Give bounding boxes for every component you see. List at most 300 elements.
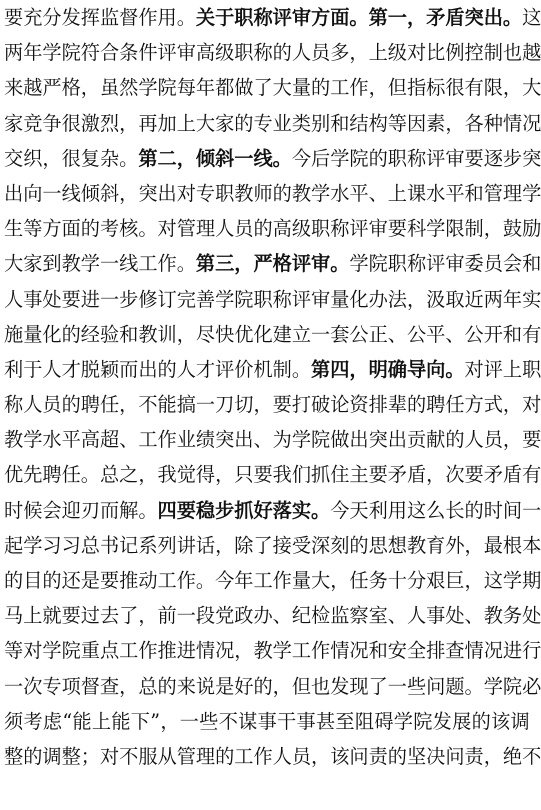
text-char: 任 [61,463,81,487]
text-char: 院 [157,76,177,100]
text-char: 量 [330,287,350,311]
text-char: 各 [464,111,484,135]
text-char: ， [80,76,100,100]
text-char: 学 [483,674,503,698]
text-char: 修 [138,287,158,311]
text-char: 争 [42,111,62,135]
text-char: 的 [368,146,388,170]
text-char: 出 [234,428,254,452]
text-char: 进 [80,287,100,311]
text-char: 。 [138,498,158,522]
text-char: 决 [426,744,446,768]
text-char: 盾 [406,463,427,487]
text-char: 处 [42,287,62,311]
text-char: 调 [42,744,62,768]
text-char: 学 [23,533,43,557]
text-char: 次 [445,463,465,487]
bold-heading-char: 要 [176,498,196,522]
text-char: 称 [406,252,427,276]
text-line [4,141,541,176]
text-char: 有 [522,322,541,346]
text-char: 任 [99,393,120,417]
text-char: 解 [119,498,139,522]
text-char: 人 [4,287,24,311]
text-char: 今 [330,498,350,522]
text-char: 搞 [176,393,196,417]
text-char: 控 [464,41,484,65]
text-char: 现 [349,674,369,698]
text-char: 过 [80,604,100,628]
text-char: 本 [522,533,541,557]
text-char: 、 [387,322,407,346]
text-char: 激 [80,111,100,135]
text-char: 结 [349,111,369,135]
text-line [4,422,541,457]
text-char: 职 [311,217,331,241]
text-char: 的 [23,744,43,768]
text-char: 整 [61,744,81,768]
bold-heading-char: 确 [387,357,407,381]
text-char: ， [138,463,158,487]
text-char: 作 [138,6,158,29]
text-char: 评 [483,357,503,381]
text-char: 干 [277,709,297,733]
text-char: 人 [272,744,292,768]
text-char: 但 [387,76,407,100]
text-char: 人 [42,357,62,381]
bold-heading-char: 线 [253,146,273,170]
text-char: 院 [502,674,523,698]
text-char: 订 [157,287,177,311]
text-char: 展 [452,709,472,733]
bold-heading-char: 称 [253,6,273,29]
text-char: ， [119,111,139,135]
text-char: 的 [157,357,177,381]
text-char: 开 [483,322,503,346]
text-char: 大 [195,111,216,135]
text-char: 然 [119,76,139,100]
text-char: 作 [138,639,158,663]
text-char: 越 [522,41,541,65]
text-char: 学 [42,41,62,65]
text-char: 作 [176,569,196,592]
text-line [4,176,541,211]
text-line [4,704,530,739]
bold-heading-char: ， [349,357,369,381]
text-char: 天 [349,498,369,522]
text-char: 艰 [426,569,446,592]
bold-heading-char: 四 [157,498,177,522]
text-char: 教 [291,181,311,205]
bold-heading-char: 。 [311,498,331,522]
text-char: 一 [179,709,199,733]
text-char: 件 [138,41,158,65]
text-char: 根 [502,533,523,557]
text-char: 后 [311,146,331,170]
text-char: 和 [368,639,388,663]
text-char: ， [119,393,139,417]
text-char: 好 [234,674,254,698]
text-char: 的 [61,393,81,417]
text-char: 这 [522,6,541,29]
text-char: 学 [272,639,292,663]
text-char: 出 [138,357,158,381]
text-char: 验 [99,322,120,346]
text-char: 办 [253,604,273,628]
text-char: 辈 [387,393,407,417]
text-char: 线 [61,181,81,205]
text-char: 次 [23,674,43,698]
text-char: 理 [195,744,216,768]
text-char: ， [426,463,446,487]
text-line [4,246,541,281]
text-char: 建 [272,322,292,346]
text-char: 大 [4,252,24,276]
text-char: 步 [119,287,139,311]
text-char: ， [349,41,369,65]
text-char: 聘 [42,463,62,487]
text-char: 学 [42,639,62,663]
text-char: 上 [176,111,196,135]
text-char: 要 [522,428,541,452]
text-char: 专 [253,111,273,135]
text-char: 学 [311,181,331,205]
text-char: 刃 [80,498,100,522]
text-char: 人 [406,604,427,628]
text-char: 的 [445,428,465,452]
text-char: 院 [311,428,331,452]
text-char: 碍 [374,709,394,733]
text-char: ， [483,744,503,768]
text-char: 上 [387,181,407,205]
text-char: 安 [387,639,407,663]
text-char: 谋 [238,709,258,733]
text-char: 目 [23,569,43,592]
text-char: 服 [138,744,158,768]
bold-heading-char: 一 [387,6,407,29]
text-char: 候 [23,498,43,522]
bold-heading-char: 步 [215,498,235,522]
text-char: 期 [522,569,541,592]
text-char: “ [62,709,73,733]
text-char: 利 [4,357,24,381]
text-char: 烈 [99,111,120,135]
text-char: 量 [291,76,311,100]
text-char: 教 [483,604,503,628]
text-char: ， [215,533,235,557]
text-char: 。 [176,252,196,276]
text-char: 考 [23,709,43,733]
text-char: 专 [42,674,62,698]
text-char: 聘 [80,393,100,417]
bold-heading-char: 方 [311,6,331,29]
text-char: 上 [91,709,112,733]
text-char: 接 [272,533,292,557]
text-char: 学 [80,252,100,276]
text-char: 些 [406,674,427,698]
text-char: 只 [234,463,254,487]
text-char: 别 [311,111,331,135]
bold-heading-char: 。 [330,252,350,276]
text-char: 工 [253,569,273,592]
bold-heading-char: 。 [349,6,369,29]
text-char: 公 [464,322,484,346]
bold-heading-char: 落 [272,498,292,522]
text-char: 么 [426,498,446,522]
text-char: 先 [23,463,43,487]
text-char: 对 [23,639,43,663]
text-char: 水 [42,428,62,452]
text-char: 加 [157,111,177,135]
text-char: 化 [42,322,62,346]
text-char: 情 [330,639,350,663]
text-char: 向 [23,181,43,205]
text-char: 作 [157,252,177,276]
text-line [4,598,541,633]
text-line [4,563,541,598]
text-char: 家 [23,252,43,276]
text-char: 绩 [195,428,216,452]
text-char: 称 [272,287,292,311]
text-char: 优 [234,322,254,346]
text-char: 公 [406,322,427,346]
text-char: 马 [4,604,24,628]
text-char: 评 [426,252,446,276]
text-char: 进 [176,639,196,663]
text-char: 审 [311,287,331,311]
text-char: 对 [176,181,196,205]
text-char: 评 [215,357,235,381]
text-char: 审 [445,146,465,170]
text-char: 到 [42,252,62,276]
text-char: 务 [368,569,388,592]
text-char: 抓 [311,463,331,487]
text-char: 合 [99,41,120,65]
text-char: 不 [138,393,158,417]
text-char: 脱 [80,357,100,381]
text-char: 对 [99,744,120,768]
text-char: 理 [195,217,216,241]
text-char: 符 [80,41,100,65]
text-char: 一 [311,322,331,346]
text-char: ； [80,744,100,768]
text-char: 上 [368,41,388,65]
text-char: 正 [368,322,388,346]
text-char: 整 [4,744,24,768]
text-char: 这 [483,569,503,592]
text-char: ， [160,709,180,733]
text-char: 标 [426,76,446,100]
text-char: 除 [234,533,254,557]
text-char: 有 [464,76,484,100]
text-char: 。 [138,217,158,241]
document-page [4,0,541,774]
text-char: 工 [138,252,158,276]
text-char: 来 [4,76,24,100]
text-char: 作 [272,569,292,592]
text-char: 用 [157,6,177,29]
text-char: 资 [349,393,369,417]
bold-heading-char: 第 [138,146,158,170]
text-char: ， [502,76,523,100]
text-char: 方 [42,217,62,241]
text-char: 学 [393,709,413,733]
text-char: ， [464,533,484,557]
text-char: 突 [368,428,388,452]
text-char: 职 [215,181,235,205]
text-char: 称 [330,217,350,241]
text-char: 和 [330,111,350,135]
text-char: 得 [195,463,216,487]
text-char: 员 [483,428,503,452]
text-char: 核 [119,217,139,241]
text-char: 学 [349,252,369,276]
text-char: 上 [23,604,43,628]
text-char: 职 [253,287,273,311]
text-char: 总 [80,533,100,557]
text-char: ， [234,639,254,663]
text-char: 、 [387,604,407,628]
bold-heading-char: 导 [406,357,427,381]
text-char: 突 [522,146,541,170]
text-char: 推 [119,569,139,592]
text-char: 动 [138,569,158,592]
text-char: 步 [502,146,523,170]
bold-heading-char: 。 [445,357,465,381]
text-char: 对 [406,41,427,65]
text-char: 年 [23,41,43,65]
text-char: 水 [426,181,446,205]
text-char: 业 [272,111,292,135]
text-char: 今 [291,146,311,170]
text-char: 类 [291,111,311,135]
text-char: 推 [157,639,177,663]
text-char: 完 [176,287,196,311]
text-line [4,352,541,387]
text-char: 要 [272,393,292,417]
bold-heading-char: 于 [215,6,235,29]
text-char: 用 [387,498,407,522]
bold-heading-char: 向 [426,357,446,381]
text-char: 会 [502,252,523,276]
text-char: 也 [502,41,523,65]
text-char: 教 [4,428,24,452]
text-char: 审 [445,252,465,276]
text-char: 盾 [502,463,523,487]
text-char: ， [502,393,523,417]
text-char: 职 [387,146,407,170]
bold-heading-char: 稳 [195,498,216,522]
text-char: 工 [157,569,177,592]
text-char: ， [502,428,523,452]
text-char: 虑 [42,709,63,733]
text-char: 例 [445,41,465,65]
text-char: 等 [23,217,43,241]
text-char: 问 [445,744,465,768]
bold-heading-char: 四 [330,357,350,381]
text-char: 。 [195,569,216,592]
text-char: 面 [61,217,81,241]
text-char: 院 [234,287,254,311]
text-char: 破 [311,393,331,417]
text-char: 突 [138,181,158,205]
text-char: 该 [330,744,350,768]
text-char: 对 [157,217,177,241]
text-char: 比 [426,41,446,65]
text-char: 检 [311,604,331,628]
text-char: 种 [483,111,503,135]
text-char: 要 [253,463,273,487]
text-char: 平 [426,322,446,346]
text-char: 竞 [23,111,43,135]
text-char: 人 [23,393,43,417]
text-char: 论 [330,393,350,417]
text-char: 打 [291,393,311,417]
bold-heading-char: 出 [483,6,503,29]
text-char: 一 [4,674,24,698]
text-char: 作 [253,744,273,768]
text-char: 作 [157,428,177,452]
bold-heading-char: 明 [368,357,388,381]
text-char: 人 [291,41,311,65]
text-char: 了 [253,76,273,100]
text-char: 段 [195,604,216,628]
text-char: ， [215,463,235,487]
text-char: 职 [387,252,407,276]
text-char: ， [406,287,427,311]
bold-heading-char: 倾 [195,146,216,170]
text-char: 为 [272,428,292,452]
text-char: 我 [157,463,177,487]
bold-heading-char: 实 [291,498,311,522]
text-char: 评 [291,287,311,311]
text-char: 近 [464,287,484,311]
text-char: 才 [195,357,216,381]
text-char: 总 [138,674,158,698]
text-char: 线 [119,252,139,276]
text-char: 化 [253,322,273,346]
text-char: 事 [426,604,446,628]
text-char: 、 [272,604,292,628]
text-char: 级 [291,217,311,241]
text-char: 处 [445,604,465,628]
text-char: 工 [119,639,139,663]
bold-heading-char: 审 [291,6,311,29]
text-char: 列 [157,533,177,557]
text-line [4,633,541,668]
text-char: ， [445,111,465,135]
text-char: ” [150,709,161,733]
bold-heading-char: 抓 [234,498,254,522]
text-char: 总 [99,463,120,487]
text-char: 要 [4,6,24,29]
bold-heading-char: 二 [157,146,177,170]
text-char: 专 [195,181,216,205]
text-char: 下 [130,709,150,733]
text-char: 会 [42,498,62,522]
text-char: 调 [510,709,530,733]
text-char: 时 [483,498,503,522]
text-char: 考 [99,217,120,241]
text-char: 员 [234,217,254,241]
text-char: 能 [72,709,92,733]
text-char: 要 [387,217,407,241]
text-char: 管 [176,744,196,768]
text-char: 事 [296,709,316,733]
text-char: 的 [4,569,24,592]
text-char: 称 [4,393,24,417]
text-char: 出 [4,181,24,205]
